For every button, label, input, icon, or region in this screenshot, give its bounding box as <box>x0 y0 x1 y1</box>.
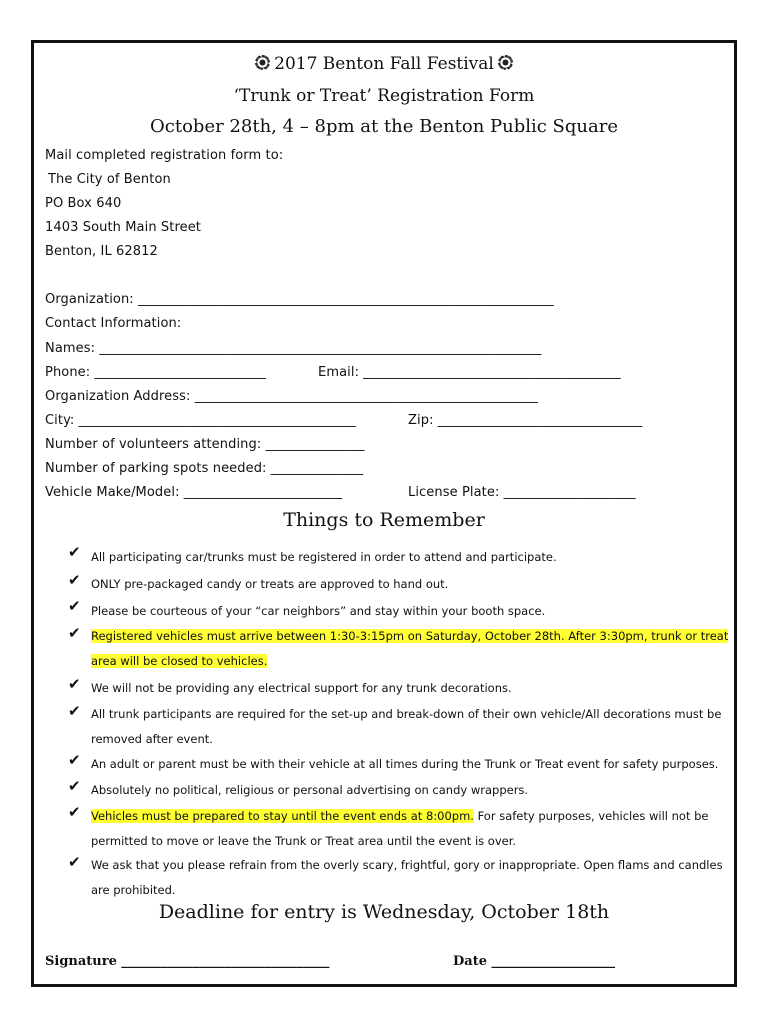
email-field[interactable]: Email: _______________________________________ <box>318 365 621 380</box>
event-date-line: October 28th, 4 – 8pm at the Benton Public Square <box>150 116 618 137</box>
date-field[interactable]: Date ___________________ <box>453 954 615 969</box>
list-item: An adult or parent must be with their vehicle at all times during the Trunk or Treat event for safety purposes. <box>91 757 719 771</box>
check-icon: ✔ <box>68 543 81 561</box>
organization-field[interactable]: Organization: _______________________________________________________________ <box>45 292 554 307</box>
mail-line: PO Box 640 <box>45 196 122 211</box>
list-item <box>91 624 731 674</box>
highlighted-text: Vehicles must be prepared to stay until the event ends at 8:00pm. <box>91 809 474 823</box>
deadline-text: Deadline for entry is Wednesday, October 18th <box>158 901 610 923</box>
list-item: ONLY pre-packaged candy or treats are approved to hand out. <box>91 577 449 591</box>
form-subtitle: ‘Trunk or Treat’ Registration Form <box>233 86 535 106</box>
highlighted-text: Registered vehicles must arrive between 1:30-3:15pm on Saturday, October 28th. After 3:30pm, trunk or treat area will be closed to vehicles. <box>91 629 729 668</box>
mail-intro: Mail completed registration form to: <box>45 148 284 163</box>
contact-info-label: Contact Information: <box>45 316 182 331</box>
check-icon: ✔ <box>68 777 81 795</box>
phone-field[interactable]: Phone: __________________________ <box>45 365 267 380</box>
names-field[interactable]: Names: ___________________________________________________________________ <box>45 341 542 356</box>
signature-field[interactable]: Signature ________________________________ <box>45 954 330 969</box>
list-item: All trunk participants are required for the set-up and break-down of their own vehicle/All decorations must be removed after event. <box>91 707 722 746</box>
parking-field[interactable]: Number of parking spots needed: ______________ <box>45 461 364 476</box>
vehicle-field[interactable]: Vehicle Make/Model: ________________________ <box>45 485 343 500</box>
list-item: Vehicles must be prepared to stay until the event ends at 8:00pm. For safety purposes, vehicles will not be permitted to move or leave the Trunk or Treat area until the event is over. <box>91 809 709 848</box>
city-field[interactable]: City: __________________________________________ <box>45 413 356 428</box>
volunteers-field[interactable]: Number of volunteers attending: _______________ <box>45 437 365 452</box>
seal-icon <box>255 55 270 70</box>
things-to-remember-heading: Things to Remember <box>283 509 485 531</box>
check-icon: ✔ <box>68 624 81 642</box>
mail-line: 1403 South Main Street <box>45 220 201 235</box>
check-icon: ✔ <box>68 853 81 871</box>
check-icon: ✔ <box>68 571 81 589</box>
check-icon: ✔ <box>68 597 81 615</box>
form-title: 2017 Benton Fall Festival <box>34 54 734 74</box>
list-item: Please be courteous of your “car neighbors” and stay within your booth space. <box>91 604 546 618</box>
mail-line: The City of Benton <box>48 172 171 187</box>
check-icon: ✔ <box>68 751 81 769</box>
list-item: All participating car/trunks must be registered in order to attend and participate. <box>91 550 557 564</box>
zip-field[interactable]: Zip: _______________________________ <box>408 413 643 428</box>
list-item: Absolutely no political, religious or personal advertising on candy wrappers. <box>91 783 529 797</box>
check-icon: ✔ <box>68 675 81 693</box>
mail-line: Benton, IL 62812 <box>45 244 158 259</box>
license-field[interactable]: License Plate: ____________________ <box>408 485 636 500</box>
check-icon: ✔ <box>68 803 81 821</box>
list-item: We will not be providing any electrical support for any trunk decorations. <box>91 681 512 695</box>
check-icon: ✔ <box>68 702 81 720</box>
org-address-field[interactable]: Organization Address: ____________________________________________________ <box>45 389 538 404</box>
list-item: We ask that you please refrain from the overly scary, frightful, gory or inappropriate. Open flams and candles are prohibited. <box>91 858 723 897</box>
seal-icon <box>498 55 513 70</box>
